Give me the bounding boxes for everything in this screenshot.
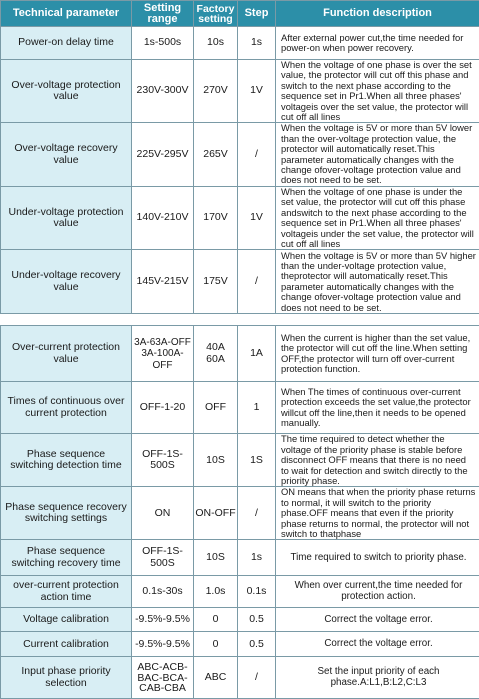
factory-setting: 10S — [194, 540, 238, 576]
function-description: Correct the voltage error. — [276, 632, 479, 657]
factory-setting: 175V — [194, 250, 238, 314]
setting-range: -9.5%-9.5% — [132, 608, 194, 632]
spacer — [1, 314, 479, 326]
setting-range: 140V-210V — [132, 186, 194, 249]
factory-setting: 1.0s — [194, 576, 238, 608]
param-name: Phase sequence switching recovery time — [1, 540, 132, 576]
setting-range: OFF-1S-500S — [132, 434, 194, 487]
factory-setting: 10s — [194, 27, 238, 60]
step-value: 1S — [238, 434, 276, 487]
table-row — [1, 632, 479, 657]
step-value: / — [238, 250, 276, 314]
table-row — [1, 576, 479, 608]
step-value: / — [238, 123, 276, 186]
setting-range: 0.1s-30s — [132, 576, 194, 608]
param-name: Under-voltage protection value — [1, 186, 132, 249]
header-technical-parameter: Technical parameter — [1, 1, 132, 27]
step-value: 1 — [238, 382, 276, 434]
factory-setting: 10S — [194, 434, 238, 487]
step-value: 1s — [238, 27, 276, 60]
param-name: Phase sequence recovery switching settings — [1, 487, 132, 540]
function-description: Set the input priority of each phase.A:L1,B:L2,C:L3 — [276, 657, 479, 699]
function-description: When The times of continuous over-current protection exceeds the set value,the protector willcut off the line,then it needs to be opened manually. — [276, 382, 479, 434]
table-row — [1, 540, 479, 576]
step-value: / — [238, 487, 276, 540]
table-row — [1, 608, 479, 632]
function-description: When the voltage of one phase is over the set value, the protector will cut off this phase and switch to the next phase according to the sequence set in Pr1.When all three phases' voltageis over the set value, the protector will cut off all lines — [276, 60, 479, 123]
param-name: Phase sequence switching detection time — [1, 434, 132, 487]
param-name: over-current protection action time — [1, 576, 132, 608]
param-name: Power-on delay time — [1, 27, 132, 60]
factory-setting: 170V — [194, 186, 238, 249]
setting-range: 145V-215V — [132, 250, 194, 314]
table-row — [1, 487, 479, 540]
step-value: 0.1s — [238, 576, 276, 608]
factory-setting: 40A 60A — [194, 326, 238, 382]
step-value: 1V — [238, 186, 276, 249]
factory-setting: 265V — [194, 123, 238, 186]
setting-range: 3A-63A-OFF 3A-100A-OFF — [132, 326, 194, 382]
function-description: When the voltage of one phase is under the set value, the protector will cut off this phase andswitch to the next phase according to the sequence set in Pr1.When all three phases' voltageis under the set value, the protector will cut off all lines — [276, 186, 479, 249]
setting-range: 225V-295V — [132, 123, 194, 186]
function-description: When over current,the time needed for protection action. — [276, 576, 479, 608]
setting-range: ABC-ACB- BAC-BCA- CAB-CBA — [132, 657, 194, 699]
header-row — [1, 1, 479, 27]
param-name: Voltage calibration — [1, 608, 132, 632]
table-row — [1, 60, 479, 123]
table-row — [1, 382, 479, 434]
param-name: Under-voltage recovery value — [1, 250, 132, 314]
param-name: Over-current protection value — [1, 326, 132, 382]
header-step: Step — [238, 1, 276, 27]
step-value: 1V — [238, 60, 276, 123]
table-row — [1, 326, 479, 382]
factory-setting: 0 — [194, 632, 238, 657]
factory-setting: OFF — [194, 382, 238, 434]
param-name: Input phase priority selection — [1, 657, 132, 699]
function-description: After external power cut,the time needed for power-on when power recovery. — [276, 27, 479, 60]
function-description: ON means that when the priority phase returns to normal, it will switch to the priority phase.OFF means that even if the priority phase returns to normal, the protector will not switch to thatphase — [276, 487, 479, 540]
table-gap — [1, 314, 479, 326]
header-factory-setting: Factory setting — [194, 1, 238, 27]
setting-range: OFF-1S-500S — [132, 540, 194, 576]
header-function-description: Function description — [276, 1, 479, 27]
param-name: Over-voltage protection value — [1, 60, 132, 123]
param-name: Times of continuous over current protection — [1, 382, 132, 434]
table-row — [1, 434, 479, 487]
step-value: 0.5 — [238, 608, 276, 632]
factory-setting: 0 — [194, 608, 238, 632]
function-description: Correct the voltage error. — [276, 608, 479, 632]
factory-setting: ABC — [194, 657, 238, 699]
step-value: 0.5 — [238, 632, 276, 657]
table-row — [1, 186, 479, 249]
function-description: When the voltage is 5V or more than 5V lower than the over-voltage protection value, the protector will automatically reset.This parameter automatically changes with the change ofover-voltage protection value and does not need to be set. — [276, 123, 479, 186]
table-row — [1, 27, 479, 60]
factory-setting: ON-OFF — [194, 487, 238, 540]
step-value: 1s — [238, 540, 276, 576]
setting-range: 1s-500s — [132, 27, 194, 60]
function-description: When the current is higher than the set value, the protector will cut off the line.When setting OFF,the protector will turn off over-current protection function. — [276, 326, 479, 382]
setting-range: 230V-300V — [132, 60, 194, 123]
param-name: Over-voltage recovery value — [1, 123, 132, 186]
param-name: Current calibration — [1, 632, 132, 657]
function-description: When the voltage is 5V or more than 5V higher than the under-voltage protection value, theprotector will automatically reset.This parameter automatically changes with the change ofover-voltage protection value and does not need to be set. — [276, 250, 479, 314]
setting-range: ON — [132, 487, 194, 540]
function-description: The time required to detect whether the voltage of the priority phase is stable before disconnect OFF means that there is no need to wait for detection and switch directly to the priority phase. — [276, 434, 479, 487]
header-setting-range: Setting range — [132, 1, 194, 27]
table-row — [1, 123, 479, 186]
step-value: 1A — [238, 326, 276, 382]
table-row — [1, 657, 479, 699]
function-description: Time required to switch to priority phase. — [276, 540, 479, 576]
setting-range: -9.5%-9.5% — [132, 632, 194, 657]
step-value: / — [238, 657, 276, 699]
setting-range: OFF-1-20 — [132, 382, 194, 434]
table-row — [1, 250, 479, 314]
factory-setting: 270V — [194, 60, 238, 123]
